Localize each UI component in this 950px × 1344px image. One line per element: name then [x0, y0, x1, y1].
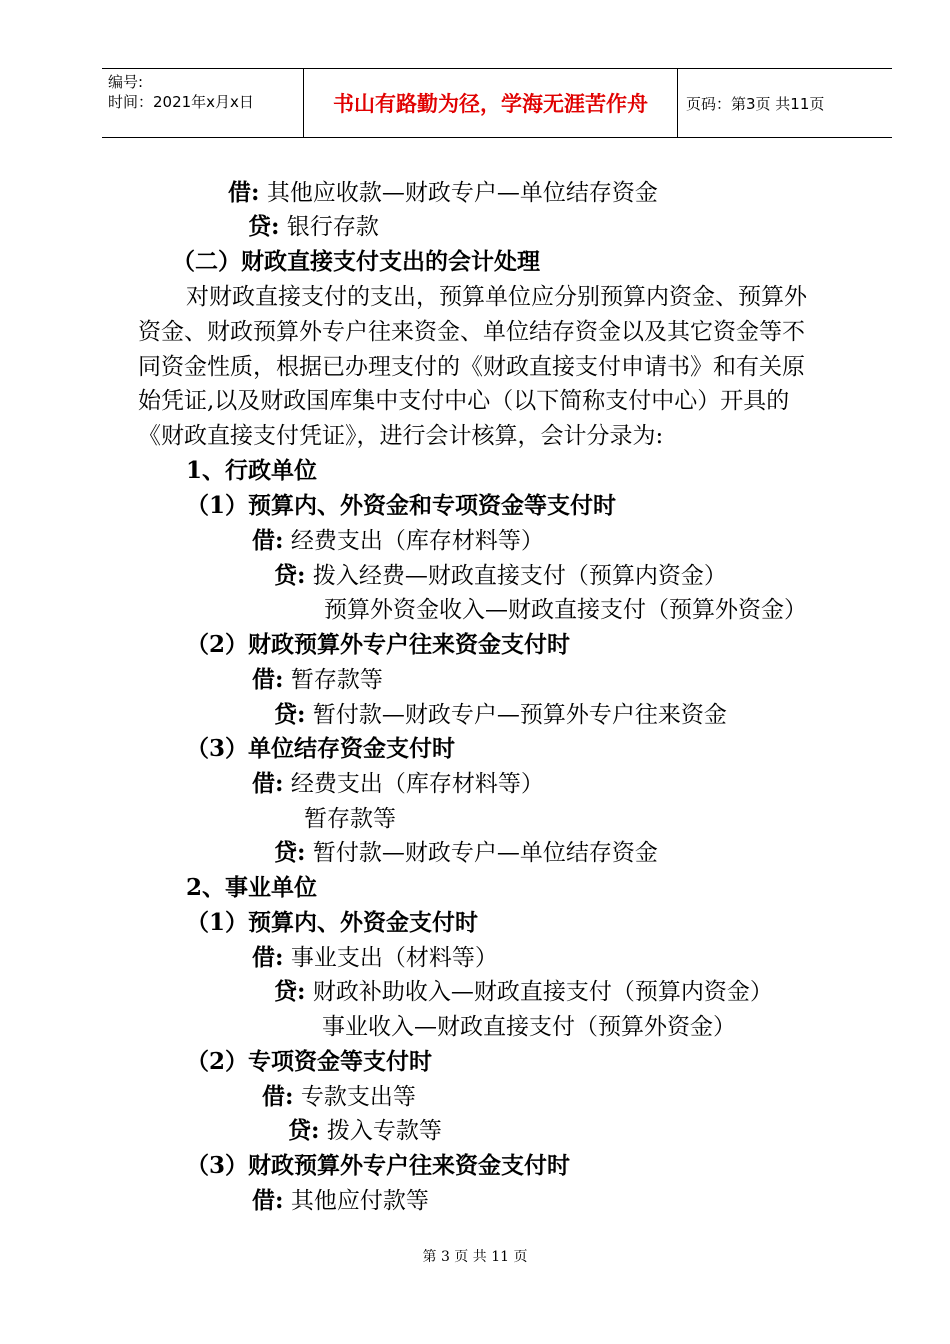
case-heading: （2）专项资金等支付时	[186, 1048, 433, 1075]
entry-line: 暂存款等	[304, 806, 396, 832]
document-number-label: 编号:	[108, 73, 144, 91]
credit-marker: 贷:	[274, 839, 306, 866]
subsection-heading: 1、行政单位	[186, 457, 318, 484]
document-time-label: 时间：2021年x月x日	[108, 93, 254, 111]
case-heading: （3）单位结存资金支付时	[186, 735, 456, 762]
account-text: 拨入经费—财政直接支付（预算内资金）	[312, 563, 727, 589]
account-text: 财政补助收入—财政直接支付（预算内资金）	[312, 979, 773, 1005]
header-page-number: 页码：第3页 共11页	[686, 94, 825, 113]
account-text: 专款支出等	[300, 1084, 416, 1110]
subsection-heading: 2、事业单位	[186, 874, 318, 901]
entry-line	[248, 212, 379, 242]
debit-marker: 借:	[262, 1083, 294, 1110]
case-heading: （3）财政预算外专户往来资金支付时	[186, 1152, 571, 1179]
debit-marker: 借:	[252, 527, 284, 554]
entry-line	[228, 178, 658, 208]
entry-line	[252, 1186, 429, 1216]
entry-line	[252, 943, 498, 973]
credit-marker: 贷:	[274, 562, 306, 589]
entry-line	[274, 977, 773, 1007]
account-text: 暂付款—财政专户—预算外专户往来资金	[312, 702, 727, 728]
debit-marker: 借:	[228, 179, 260, 206]
entry-line	[252, 665, 383, 695]
account-text: 其他应付款等	[290, 1188, 429, 1214]
header-motto: 书山有路勤为径，学海无涯苦作舟	[304, 69, 678, 137]
paragraph-line: 同资金性质，根据已办理支付的《财政直接支付申请书》和有关原	[138, 354, 805, 380]
case-heading: （1）预算内、外资金和专项资金等支付时	[186, 492, 617, 519]
account-text: 事业支出（材料等）	[290, 945, 498, 971]
page-header	[102, 68, 892, 138]
debit-marker: 借:	[252, 944, 284, 971]
section-heading: （二）财政直接支付支出的会计处理	[172, 248, 540, 275]
debit-marker: 借:	[252, 666, 284, 693]
debit-marker: 借:	[252, 1187, 284, 1214]
credit-marker: 贷:	[274, 978, 306, 1005]
account-text: 暂存款等	[290, 667, 383, 693]
entry-line	[274, 700, 727, 730]
paragraph-line: 《财政直接支付凭证》，进行会计核算，会计分录为:	[138, 423, 664, 449]
page-footer: 第 3 页 共 11 页	[422, 1249, 528, 1265]
entry-line: 事业收入—财政直接支付（预算外资金）	[322, 1014, 736, 1040]
account-text: 银行存款	[286, 214, 379, 240]
paragraph-line: 始凭证,以及财政国库集中支付中心（以下简称支付中心）开具的	[138, 388, 790, 414]
credit-marker: 贷:	[248, 213, 280, 240]
entry-line	[252, 526, 544, 556]
account-text: 经费支出（库存材料等）	[290, 771, 544, 797]
entry-line	[262, 1082, 416, 1112]
entry-line	[274, 561, 727, 591]
account-text: 暂付款—财政专户—单位结存资金	[312, 840, 658, 866]
paragraph-line: 资金、财政预算外专户往来资金、单位结存资金以及其它资金等不	[138, 319, 805, 345]
entry-line	[288, 1116, 442, 1146]
credit-marker: 贷:	[274, 701, 306, 728]
entry-line: 预算外资金收入—财政直接支付（预算外资金）	[324, 597, 807, 623]
debit-marker: 借:	[252, 770, 284, 797]
header-meta	[102, 69, 304, 137]
entry-line	[274, 838, 658, 868]
case-heading: （2）财政预算外专户往来资金支付时	[186, 631, 571, 658]
account-text: 其他应收款—财政专户—单位结存资金	[266, 180, 658, 206]
account-text: 拨入专款等	[326, 1118, 442, 1144]
entry-line	[252, 769, 544, 799]
account-text: 经费支出（库存材料等）	[290, 528, 544, 554]
case-heading: （1）预算内、外资金支付时	[186, 909, 479, 936]
credit-marker: 贷:	[288, 1117, 320, 1144]
paragraph-line: 对财政直接支付的支出，预算单位应分别预算内资金、预算外	[186, 284, 807, 310]
